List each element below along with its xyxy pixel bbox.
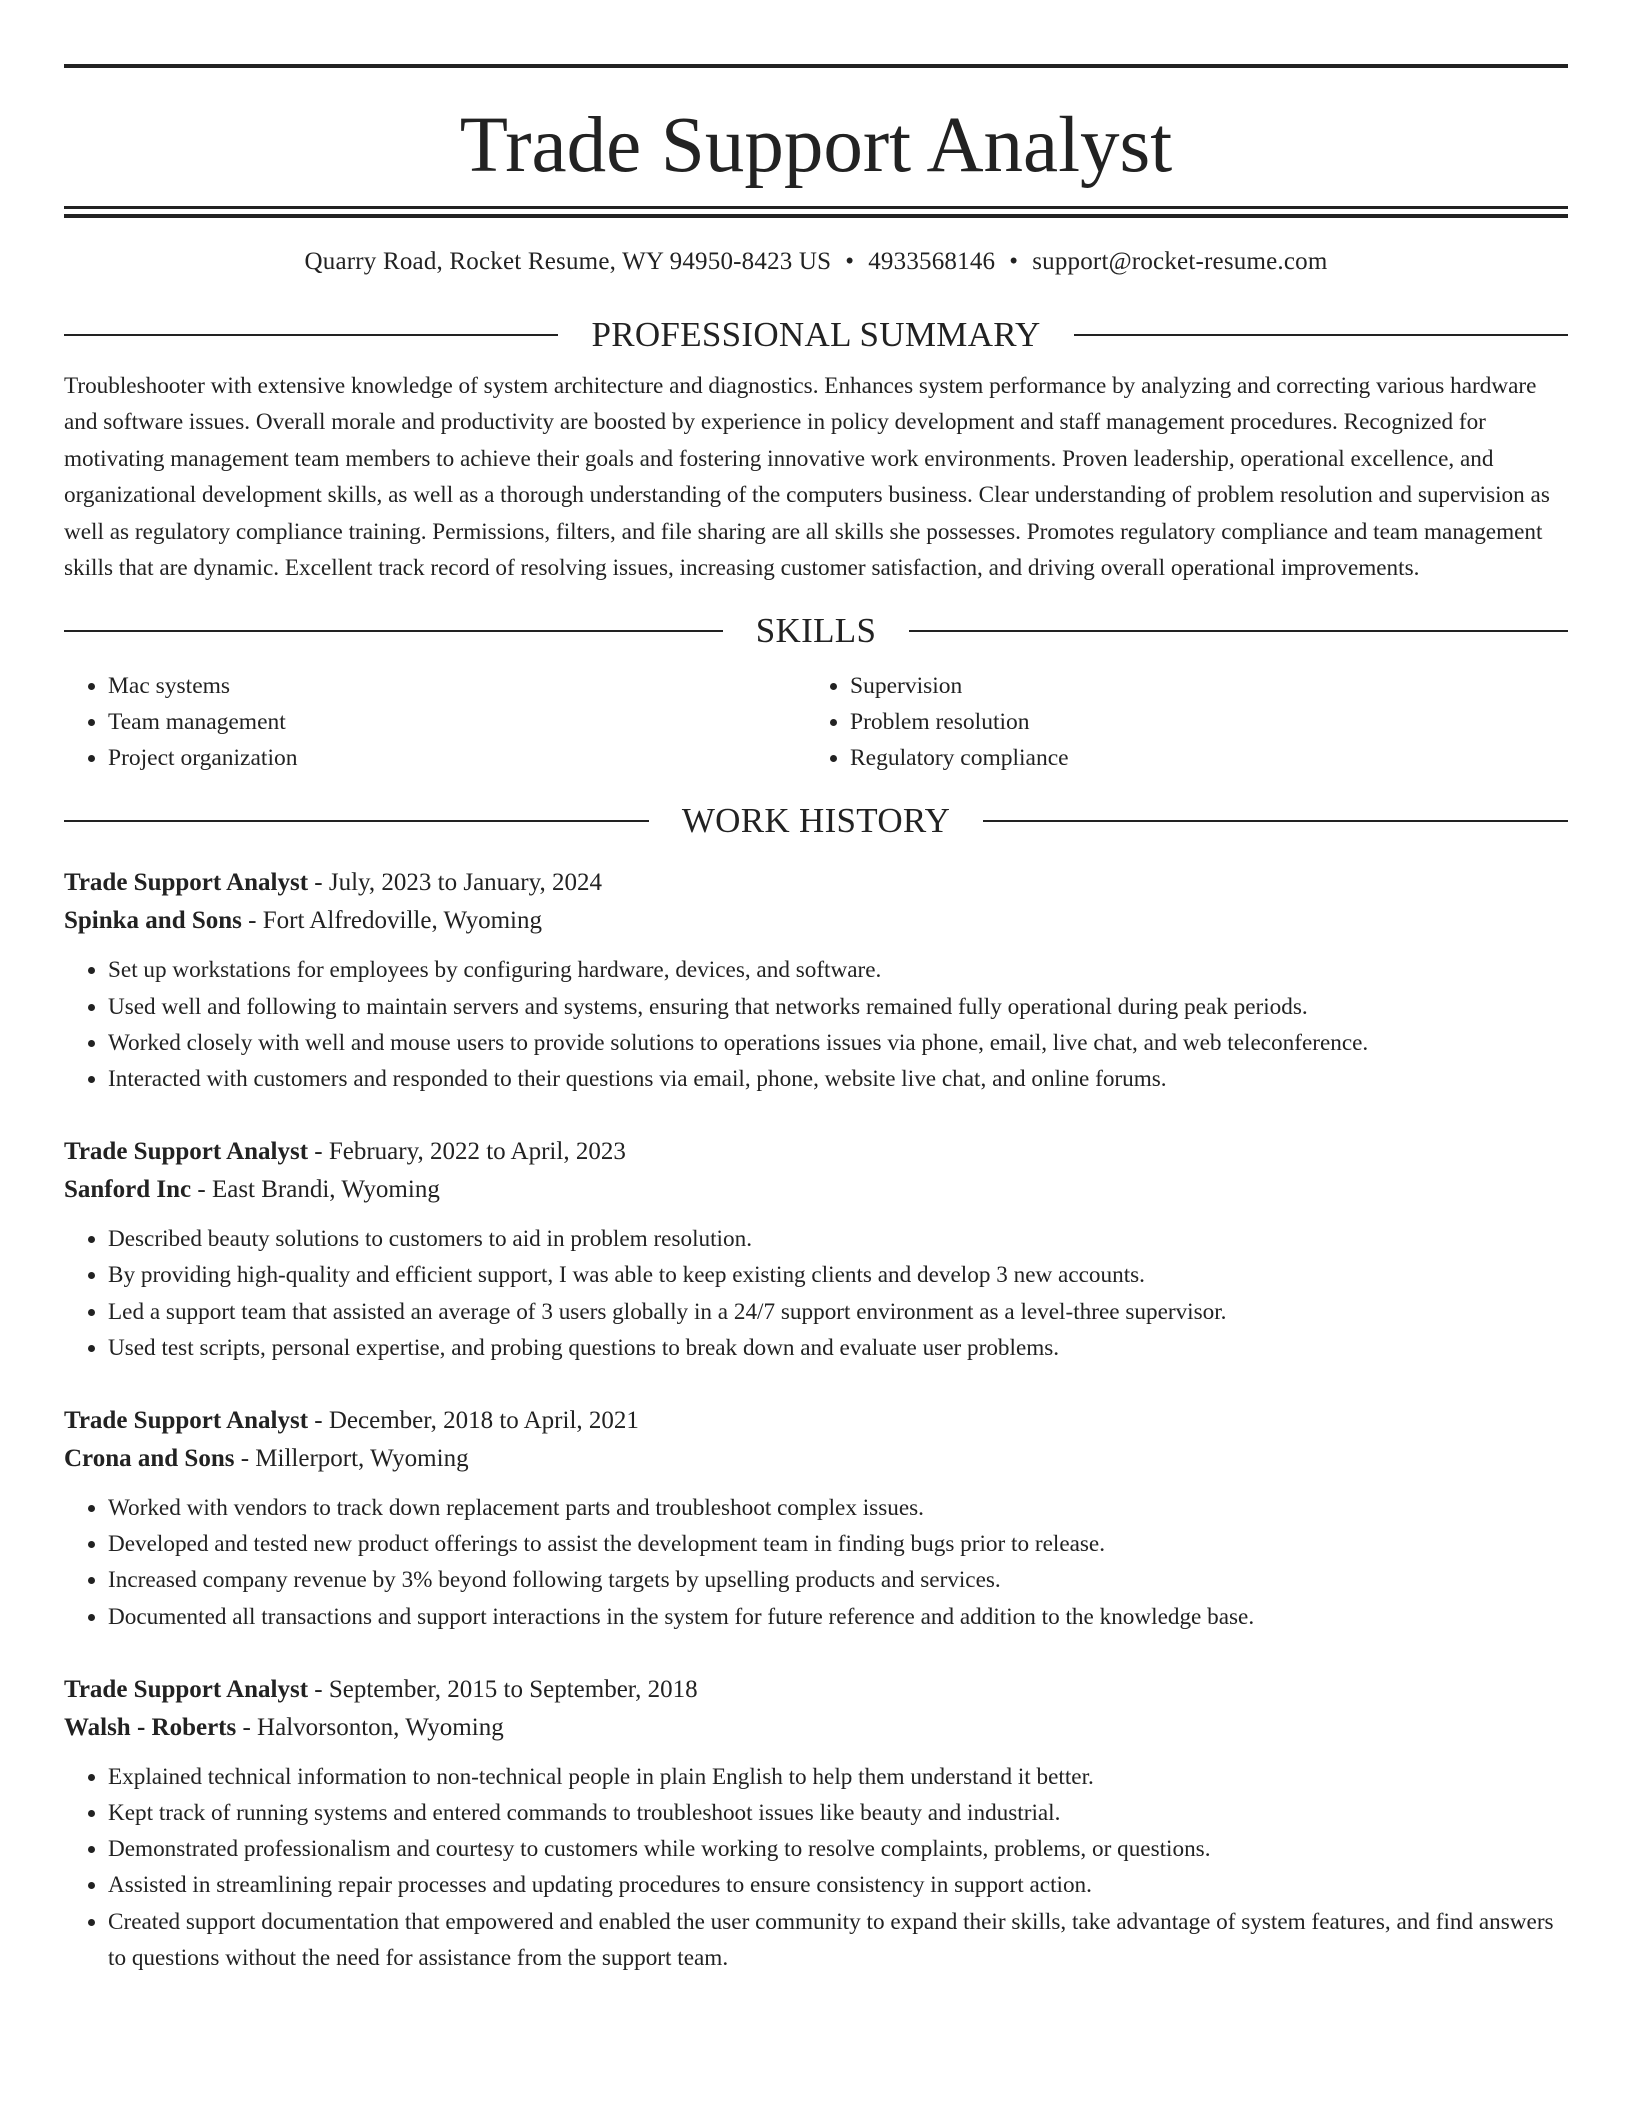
heading-rule-right bbox=[983, 820, 1568, 822]
heading-rule-left bbox=[64, 630, 723, 632]
job-dates: - September, 2015 to September, 2018 bbox=[308, 1675, 698, 1703]
skills-list bbox=[64, 668, 1568, 776]
skill-item: • Team management bbox=[108, 704, 806, 740]
job-bullet: • By providing high-quality and efficient support, I was able to keep existing clients and develop 3 new accounts. bbox=[108, 1257, 1568, 1293]
job-dates: - July, 2023 to January, 2024 bbox=[308, 869, 602, 897]
job-bullet: • Set up workstations for employees by configuring hardware, devices, and software. bbox=[108, 952, 1568, 988]
skill-item: • Problem resolution bbox=[850, 704, 1568, 740]
job-title-line bbox=[64, 1133, 1568, 1171]
job-entry bbox=[64, 1402, 1568, 1635]
job-company: Sanford Inc bbox=[64, 1176, 192, 1204]
skills-column-left bbox=[64, 668, 806, 776]
job-bullet: • Interacted with customers and responded to their questions via email, phone, website live chat, and online forums. bbox=[108, 1061, 1568, 1097]
job-location: - Halvorsonton, Wyoming bbox=[236, 1713, 504, 1741]
skills-section-heading bbox=[64, 606, 1568, 656]
section-title: WORK HISTORY bbox=[681, 801, 951, 841]
job-title: Trade Support Analyst bbox=[64, 1675, 309, 1703]
job-title-line bbox=[64, 864, 1568, 902]
job-bullet: • Demonstrated professionalism and courtesy to customers while working to resolve complaints, problems, or questions. bbox=[108, 1831, 1568, 1867]
job-entry bbox=[64, 1671, 1568, 1976]
job-bullets bbox=[64, 952, 1568, 1097]
double-rule-lower bbox=[64, 214, 1568, 218]
job-company-line bbox=[64, 1171, 1568, 1209]
section-title: PROFESSIONAL SUMMARY bbox=[591, 315, 1041, 354]
job-bullet: • Documented all transactions and support interactions in the system for future reference and addition to the knowledge base. bbox=[108, 1599, 1568, 1635]
job-location: - Millerport, Wyoming bbox=[234, 1445, 469, 1473]
job-bullets bbox=[64, 1759, 1568, 1976]
skill-item: • Project organization bbox=[108, 740, 806, 776]
job-company-line bbox=[64, 1440, 1568, 1478]
top-rule bbox=[64, 64, 1568, 68]
double-rule bbox=[64, 206, 1568, 218]
skill-item: • Regulatory compliance bbox=[850, 740, 1568, 776]
job-bullet: • Assisted in streamlining repair processes and updating procedures to ensure consistency in support action. bbox=[108, 1867, 1568, 1903]
job-title: Trade Support Analyst bbox=[64, 1407, 309, 1435]
contact-email[interactable]: support@rocket-resume.com bbox=[1032, 248, 1328, 275]
resume-page bbox=[64, 64, 1568, 1976]
section-title: SKILLS bbox=[755, 611, 877, 651]
job-bullet: • Described beauty solutions to customers to aid in problem resolution. bbox=[108, 1221, 1568, 1257]
job-company-line bbox=[64, 902, 1568, 940]
job-bullets bbox=[64, 1221, 1568, 1366]
skill-item: • Mac systems bbox=[108, 668, 806, 704]
contact-phone: 4933568146 bbox=[868, 248, 996, 275]
job-bullet: • Kept track of running systems and entered commands to troubleshoot issues like beauty and industrial. bbox=[108, 1795, 1568, 1831]
summary-section-heading bbox=[64, 310, 1568, 360]
job-bullet: • Worked with vendors to track down replacement parts and troubleshoot complex issues. bbox=[108, 1490, 1568, 1526]
contact-separator: • bbox=[845, 248, 855, 275]
job-bullet: • Developed and tested new product offerings to assist the development team in finding bugs prior to release. bbox=[108, 1526, 1568, 1562]
job-title: Trade Support Analyst bbox=[64, 1138, 309, 1166]
job-bullet: • Increased company revenue by 3% beyond following targets by upselling products and services. bbox=[108, 1562, 1568, 1598]
work-history bbox=[64, 864, 1568, 1976]
job-title: Trade Support Analyst bbox=[64, 869, 309, 897]
job-title-line bbox=[64, 1402, 1568, 1440]
job-dates: - February, 2022 to April, 2023 bbox=[308, 1138, 626, 1166]
summary-text: Troubleshooter with extensive knowledge of system architecture and diagnostics. Enhances system performance by analyzing and correcting various hardware and software issues. Overall morale and productivity are boosted by experience in policy development and staff management procedures. Recognized for motivating management team members to achieve their goals and fostering innovative work environments. Proven leadership, operational excellence, and organizational development skills, as well as a thorough understanding of the computers business. Clear understanding of problem resolution and supervision as well as regulatory compliance training. Permissions, filters, and file sharing are all skills she possesses. Promotes regulatory compliance and team management skills that are dynamic. Excellent track record of resolving issues, increasing customer satisfaction, and driving overall operational improvements. bbox=[64, 373, 1550, 582]
skills-column-right bbox=[806, 668, 1568, 776]
heading-rule-left bbox=[64, 334, 558, 336]
double-rule-upper bbox=[64, 206, 1568, 209]
job-company: Walsh - Roberts bbox=[64, 1713, 237, 1741]
job-bullet: • Led a support team that assisted an average of 3 users globally in a 24/7 support environment as a level-three supervisor. bbox=[108, 1294, 1568, 1330]
job-location: - Fort Alfredoville, Wyoming bbox=[241, 907, 542, 935]
job-bullet: • Worked closely with well and mouse users to provide solutions to operations issues via phone, email, live chat, and web teleconference. bbox=[108, 1025, 1568, 1061]
heading-rule-right bbox=[1074, 334, 1568, 336]
job-dates: - December, 2018 to April, 2021 bbox=[308, 1407, 639, 1435]
job-entry bbox=[64, 1133, 1568, 1366]
job-title-line bbox=[64, 1671, 1568, 1709]
contact-address: Quarry Road, Rocket Resume, WY 94950-8423 US bbox=[304, 248, 832, 275]
job-bullet: • Explained technical information to non-technical people in plain English to help them understand it better. bbox=[108, 1759, 1568, 1795]
job-company: Crona and Sons bbox=[64, 1445, 235, 1473]
heading-rule-left bbox=[64, 820, 649, 822]
heading-rule-right bbox=[909, 630, 1568, 632]
skill-item: • Supervision bbox=[850, 668, 1568, 704]
job-company: Spinka and Sons bbox=[64, 907, 242, 935]
candidate-name: Trade Support Analyst bbox=[459, 102, 1173, 189]
job-bullet: • Created support documentation that empowered and enabled the user community to expand their skills, take advantage of system features, and find answers to questions without the need for assistance from the support team. bbox=[108, 1904, 1568, 1976]
work-section-heading bbox=[64, 796, 1568, 846]
job-bullets bbox=[64, 1490, 1568, 1635]
job-company-line bbox=[64, 1709, 1568, 1747]
job-entry bbox=[64, 864, 1568, 1097]
job-bullet: • Used test scripts, personal expertise, and probing questions to break down and evaluate user problems. bbox=[108, 1330, 1568, 1366]
job-location: - East Brandi, Wyoming bbox=[191, 1176, 440, 1204]
contact-line bbox=[64, 246, 1568, 278]
job-bullet: • Used well and following to maintain servers and systems, ensuring that networks remained fully operational during peak periods. bbox=[108, 989, 1568, 1025]
contact-separator: • bbox=[1009, 248, 1019, 275]
